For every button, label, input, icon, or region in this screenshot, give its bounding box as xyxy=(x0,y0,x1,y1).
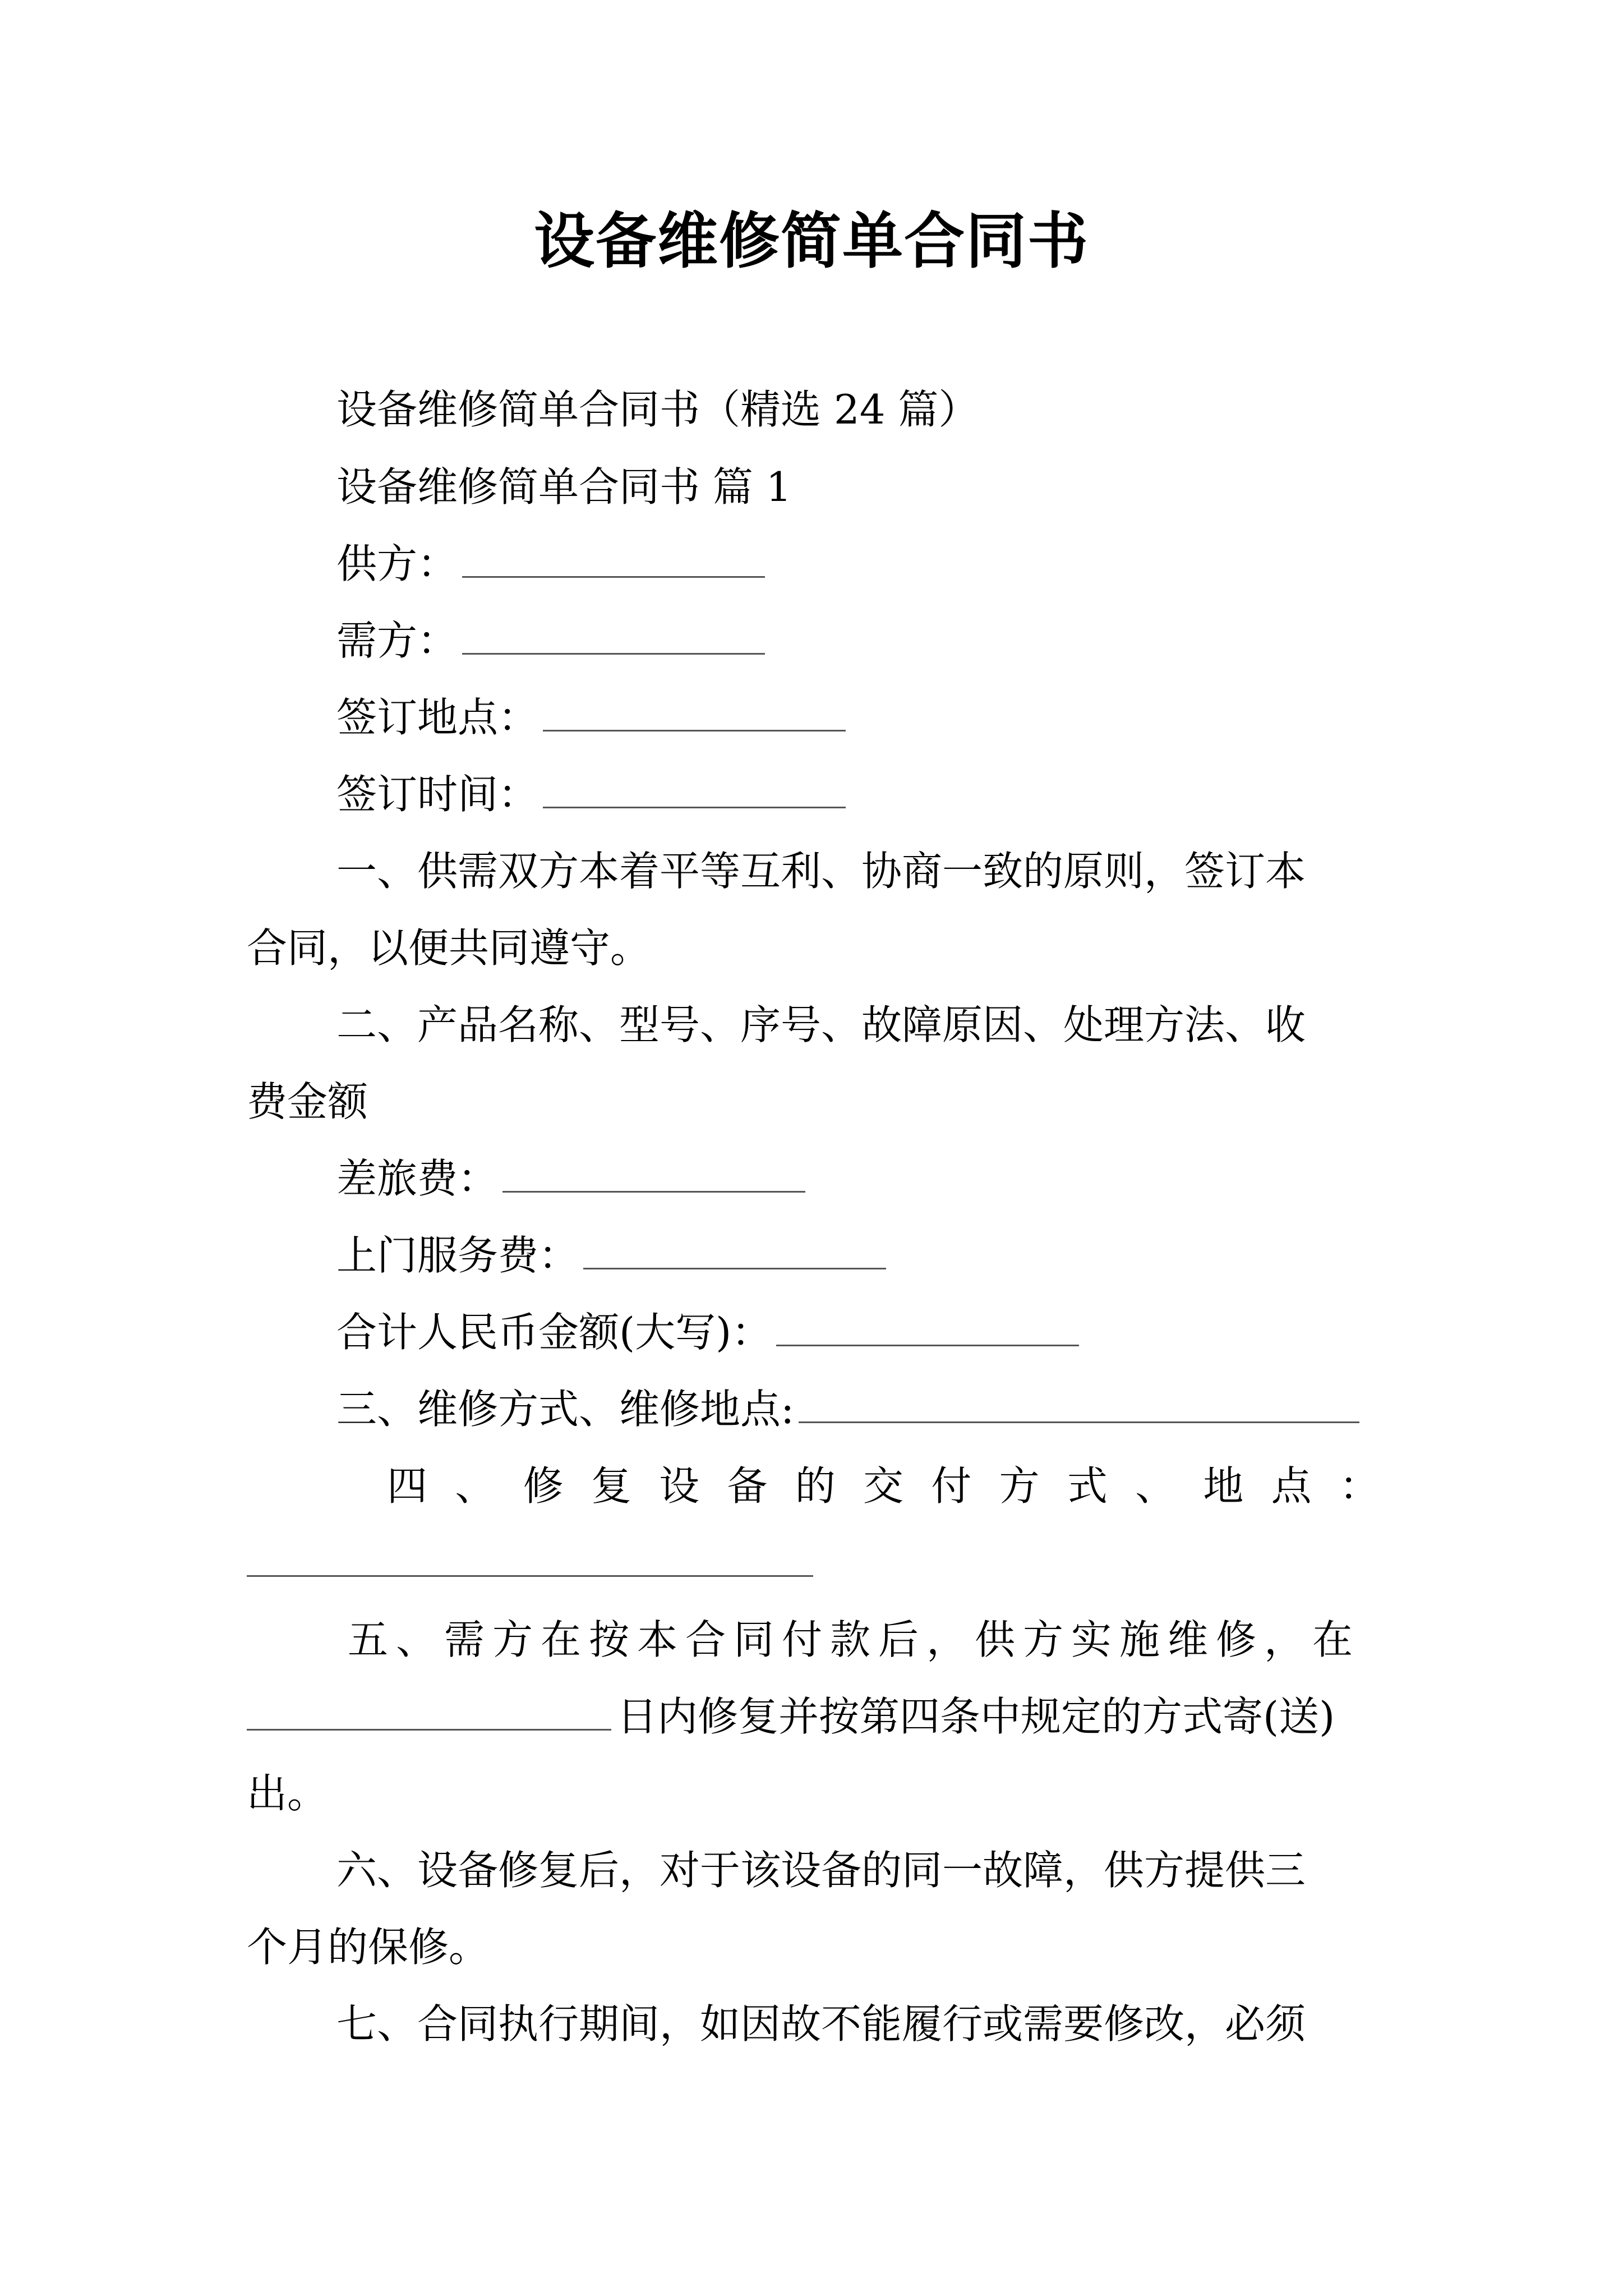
clause4-line2 xyxy=(247,1535,813,1591)
place-blank xyxy=(543,691,846,731)
section-heading: 设备维修简单合同书 篇 1 xyxy=(336,463,792,510)
clause4-char: 设 xyxy=(659,1462,700,1510)
clause4-char: 修 xyxy=(523,1462,564,1510)
clause5-line2-text: 日内修复并按第四条中规定的方式寄(送) xyxy=(617,1693,1335,1740)
clause4-char: 方 xyxy=(999,1462,1040,1510)
supplier-label: 供方： xyxy=(336,540,458,587)
clause3-blank xyxy=(799,1382,1359,1423)
service-blank xyxy=(583,1228,886,1269)
time-field xyxy=(336,766,846,822)
clause6-line1: 六、设备修复后，对于该设备的同一故障，供方提供三 xyxy=(336,1847,1306,1894)
clause4-char: 式 xyxy=(1067,1462,1108,1510)
document-subtitle: 设备维修简单合同书（精选 24 篇） xyxy=(336,386,979,433)
place-field xyxy=(336,689,846,746)
clause4-char: 点 xyxy=(1271,1462,1312,1510)
service-label: 上门服务费： xyxy=(336,1232,579,1279)
clause4-char: 四 xyxy=(387,1462,428,1510)
travel-field xyxy=(336,1151,805,1207)
clause6-line2: 个月的保修。 xyxy=(247,1924,490,1971)
clause4-char: 复 xyxy=(591,1462,631,1510)
time-blank xyxy=(543,767,846,808)
place-label: 签订地点： xyxy=(336,694,539,741)
page-title: 设备维修简单合同书 xyxy=(533,206,1089,277)
clause5-line2 xyxy=(247,1688,1335,1745)
clause2-line2: 费金额 xyxy=(247,1078,368,1125)
clause3-label: 三、维修方式、维修地点: xyxy=(336,1386,795,1433)
supplier-blank xyxy=(462,537,765,578)
service-field xyxy=(336,1227,886,1283)
clause4-char: 地 xyxy=(1203,1462,1244,1510)
buyer-blank xyxy=(462,614,765,655)
clause4-char: 、 xyxy=(455,1462,496,1510)
clause5-line1: 五、需方在按本合同付款后，供方实施维修，在 xyxy=(348,1616,1361,1663)
travel-label: 差旅费： xyxy=(336,1155,499,1202)
clause4-char: 、 xyxy=(1135,1462,1176,1510)
clause5-blank xyxy=(247,1690,611,1731)
clause4-char: 付 xyxy=(931,1462,972,1510)
clause7-line1: 七、合同执行期间，如因故不能履行或需要修改，必须 xyxy=(336,2000,1306,2047)
total-field xyxy=(336,1304,1079,1360)
total-label: 合计人民币金额(大写)： xyxy=(336,1309,772,1356)
clause1-line1: 一、供需双方本着平等互利、协商一致的原则，签订本 xyxy=(336,848,1306,895)
supplier-field xyxy=(336,536,765,592)
clause4-char: 交 xyxy=(863,1462,903,1510)
clause1-line2: 合同，以便共同遵守。 xyxy=(247,924,651,972)
clause3-field xyxy=(336,1381,1359,1437)
clause4-char: 备 xyxy=(727,1462,768,1510)
travel-blank xyxy=(502,1152,805,1193)
clause4-blank xyxy=(247,1536,813,1577)
clause4-char: 的 xyxy=(795,1462,836,1510)
total-blank xyxy=(776,1305,1079,1346)
time-label: 签订时间： xyxy=(336,771,539,818)
clause5-line3: 出。 xyxy=(247,1770,328,1817)
clause4-line1 xyxy=(387,1458,1380,1514)
buyer-field xyxy=(336,613,765,669)
clause4-char: ： xyxy=(1339,1462,1380,1510)
buyer-label: 需方： xyxy=(336,617,458,664)
clause2-line1: 二、产品名称、型号、序号、故障原因、处理方法、收 xyxy=(336,1001,1306,1048)
